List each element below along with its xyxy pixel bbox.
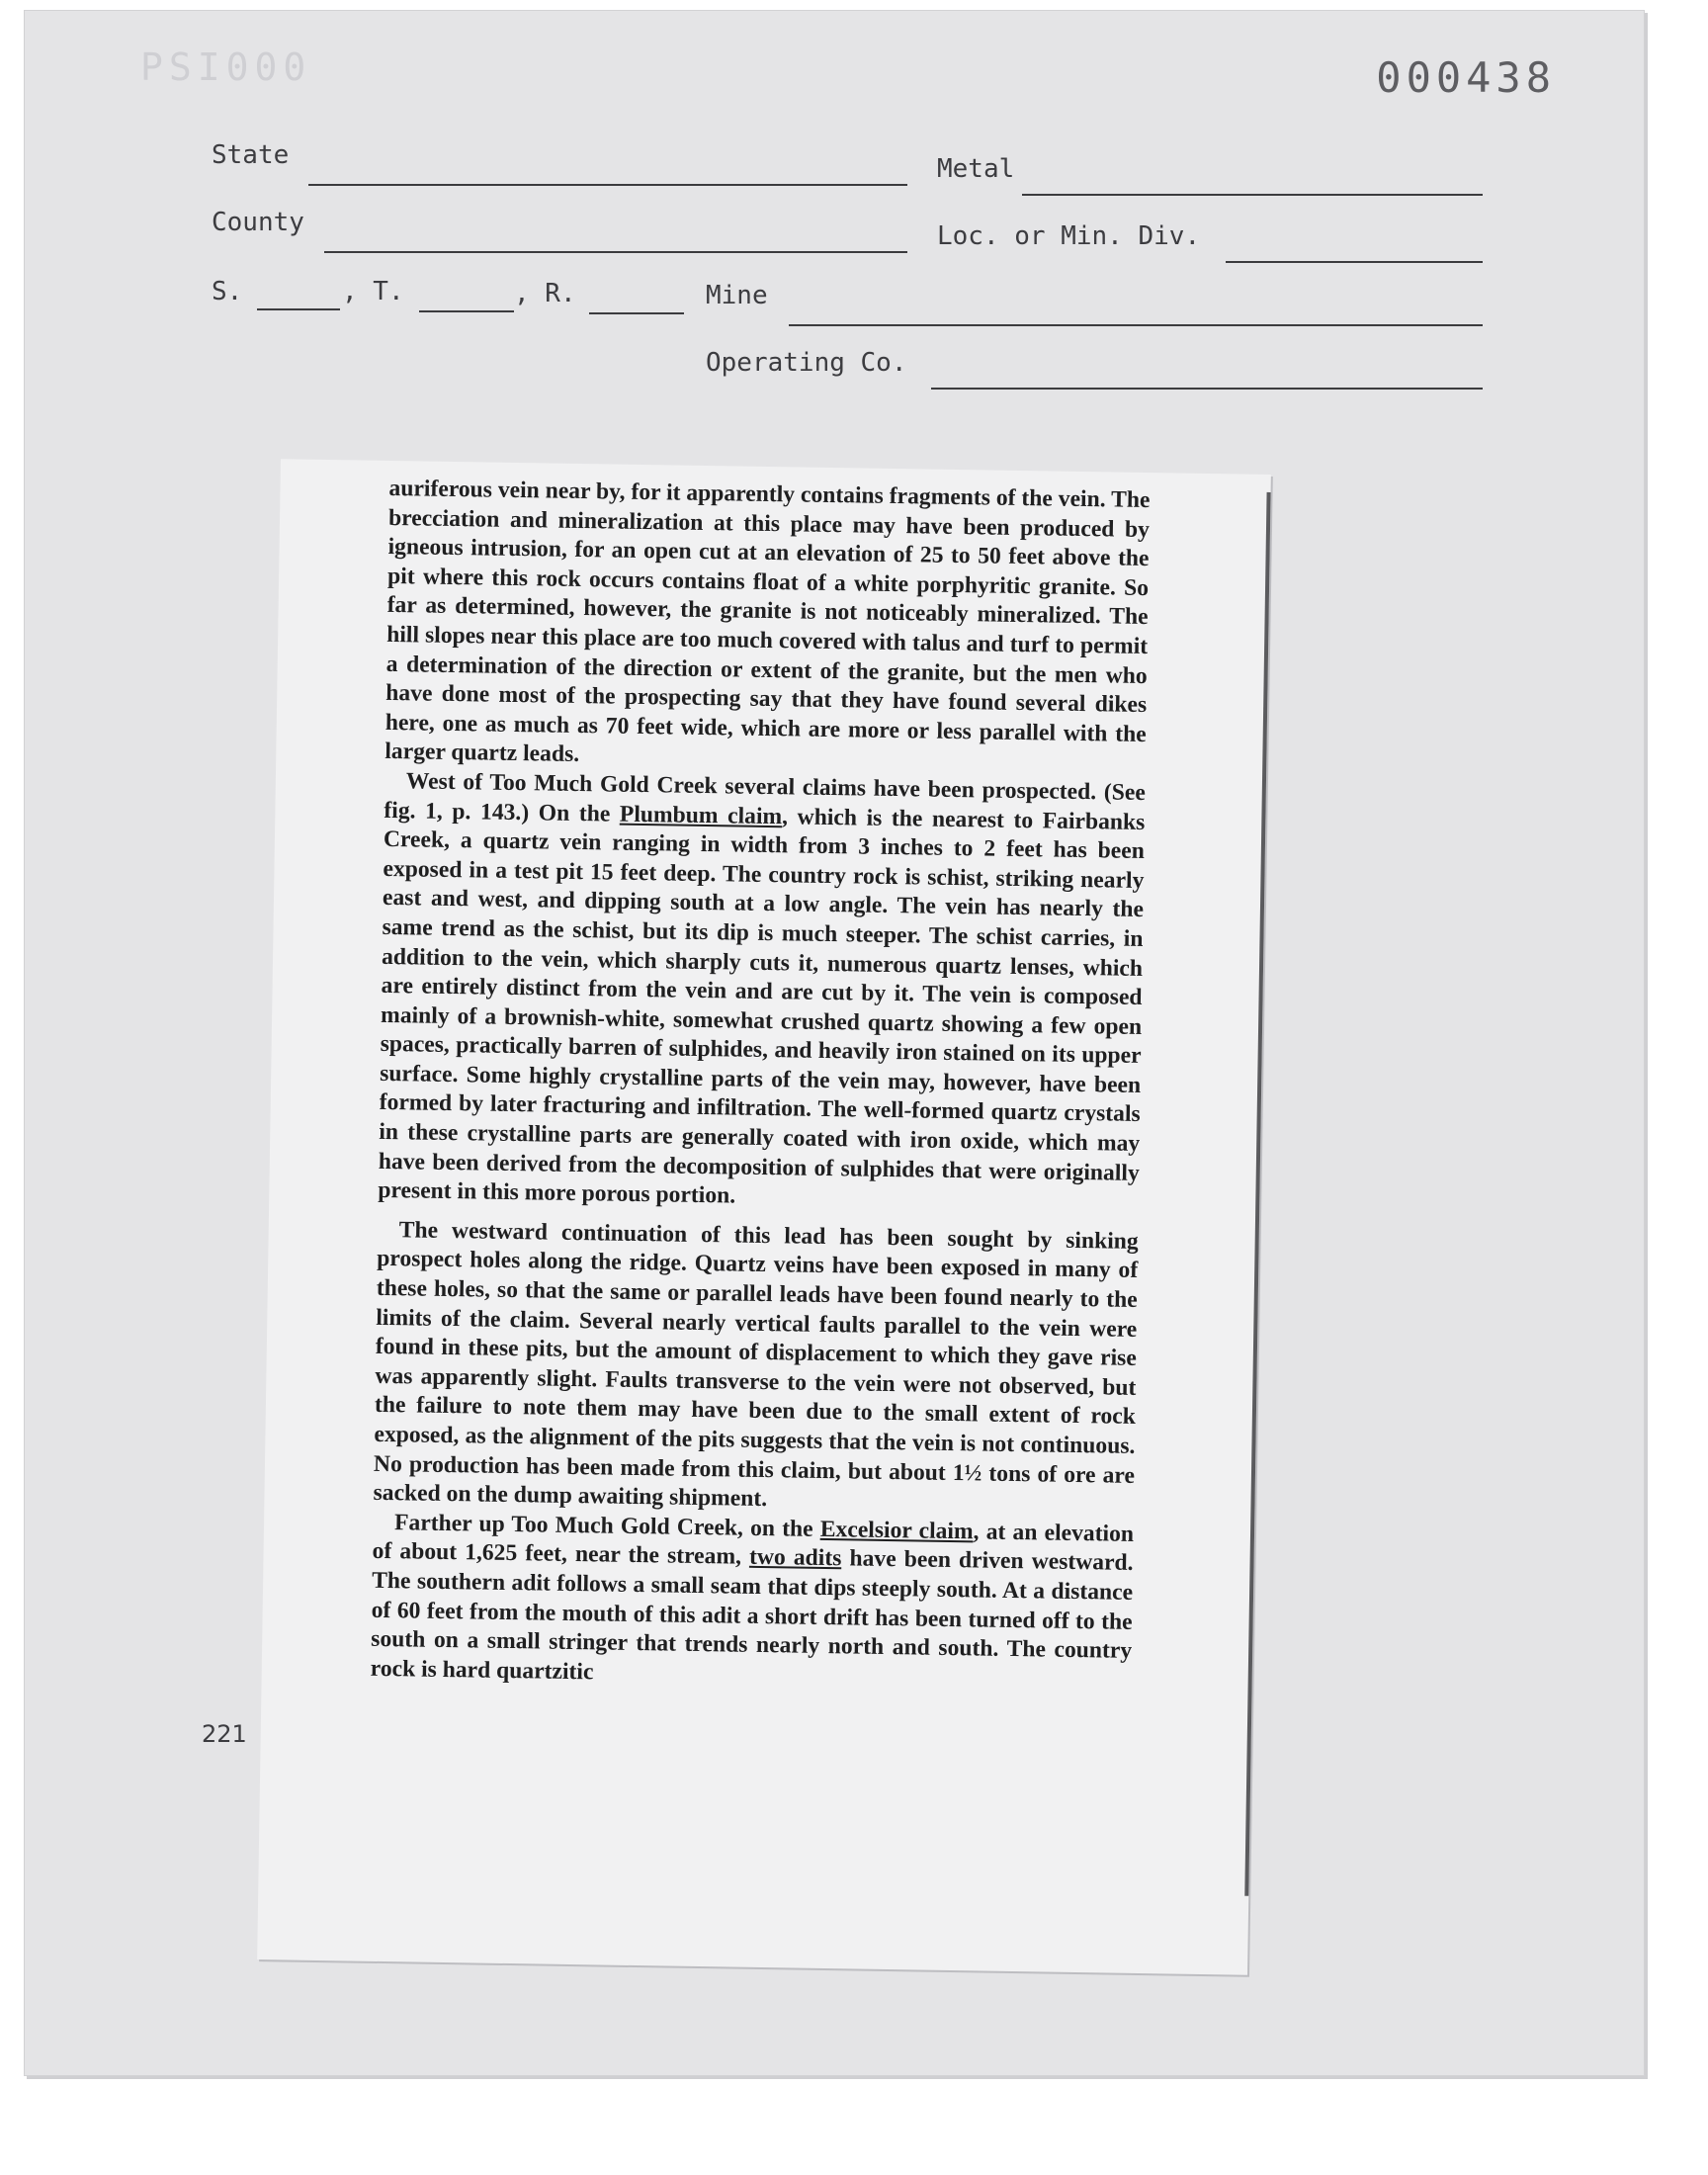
paragraph-westward-continuation: The westward continuation of this lead has been sought by sinking prospect holes along the ridge. Quartz veins have been exposed in many of these holes, so that the same or parallel leads have been found nearly to the limits of the claim. Several nearly vertical faults parallel to the vein were found in these pits, but the amount of displacement to which they gave rise was apparently slight. Faults transverse to the vein were not observed, but the failure to note them may have been due to the small extent of rock exposed, as the alignment of the pits suggests that the vein is not continuous. No production has been made from this claim, but about 1½ tons of ore are sacked on the dump awaiting shipment. (373, 1217, 1139, 1513)
county-label: County (212, 208, 304, 237)
metal-field-line (1022, 194, 1483, 196)
faint-stamp: PSI000 (140, 45, 312, 89)
metal-label: Metal (937, 154, 1015, 184)
two-adits-underlined: two adits (748, 1544, 842, 1572)
state-field-line (308, 184, 907, 186)
township-field-line (419, 310, 514, 312)
section-field-line (257, 308, 340, 310)
range-label: , R. (514, 279, 576, 308)
mine-field-line (789, 324, 1483, 326)
pasted-text-page (257, 459, 1271, 1975)
excelsior-text-end: have been driven westward. The southern adit follows a small seam that dips steeply south. At a distance of 60 feet from the mouth of this adit a short drift has been turned off to the south on a small stringer that trends nearly north and south. The country rock is hard quartzitic (370, 1545, 1134, 1686)
plumbum-text-start: West of Too Much Gold Creek several claims have been prospected. (See fig. 1, p. 143.) On the (384, 768, 1146, 827)
excelsior-text-start: Farther up Too Much Gold Creek, on the (393, 1509, 821, 1542)
state-label: State (212, 140, 290, 170)
paragraph-granite: auriferous vein near by, for it apparently contains fragments of the vein. The brecciation and mineralization at this place may have been produced by igneous intrusion, for an open cut at an elevation of 25 to 50 feet above the pit where this rock occurs contains float of a white porphyritic granite. So far as determined, however, the granite is not noticeably mineralized. The hill slopes near this place are too much covered with talus and turf to permit a determination of the direction or extent of the granite, but the men who have done most of the prospecting say that they have found several dikes here, one as much as 70 feet wide, which are more or less parallel with the larger quartz leads. (384, 475, 1151, 768)
document-number: 000438 (1376, 53, 1556, 102)
page-number: 221 (202, 1720, 247, 1748)
township-label: , T. (342, 277, 404, 306)
location-label: Loc. or Min. Div. (937, 221, 1201, 251)
location-field-line (1226, 261, 1483, 263)
paragraph-plumbum-claim (378, 767, 1146, 1218)
range-field-line (589, 312, 684, 314)
county-field-line (324, 251, 907, 253)
body-text (371, 475, 1151, 1696)
excelsior-claim-underlined: Excelsior claim (819, 1516, 974, 1545)
plumbum-text-end: , which is the nearest to Fairbanks Creek, a quartz vein ranging in width from 3 inches to 2 feet has been exposed in a test pit 15 feet deep. The country rock is schist, striking nearly east and west, and dipping south at a low angle. The vein has nearly the same trend as the schist, but its dip is much steeper. The schist carries, in addition to the vein, which sharply cuts it, numerous quartz lenses, which are entirely distinct from the vein and are cut by it. The vein is composed mainly of a brownish-white, somewhat crushed quartz showing a few open spaces, practically barren of sulphides, and heavily iron stained on its upper surface. Some highly crystalline parts of the vein may, however, have been formed by later fracturing and infiltration. The well-formed quartz crystals in these crystalline parts are generally coated with iron oxide, which may have been derived from the decomposition of sulphides that were originally present in this more porous portion. (378, 803, 1146, 1209)
plumbum-claim-underlined: Plumbum claim (619, 801, 783, 829)
mine-label: Mine (706, 281, 768, 310)
excelsior-text-middle: , at an elevation of about 1,625 feet, near the stream, (372, 1519, 1135, 1571)
operating-company-field-line (931, 388, 1483, 390)
section-label: S. (212, 277, 243, 306)
paragraph-excelsior-claim (371, 1509, 1135, 1696)
operating-company-label: Operating Co. (706, 348, 907, 378)
